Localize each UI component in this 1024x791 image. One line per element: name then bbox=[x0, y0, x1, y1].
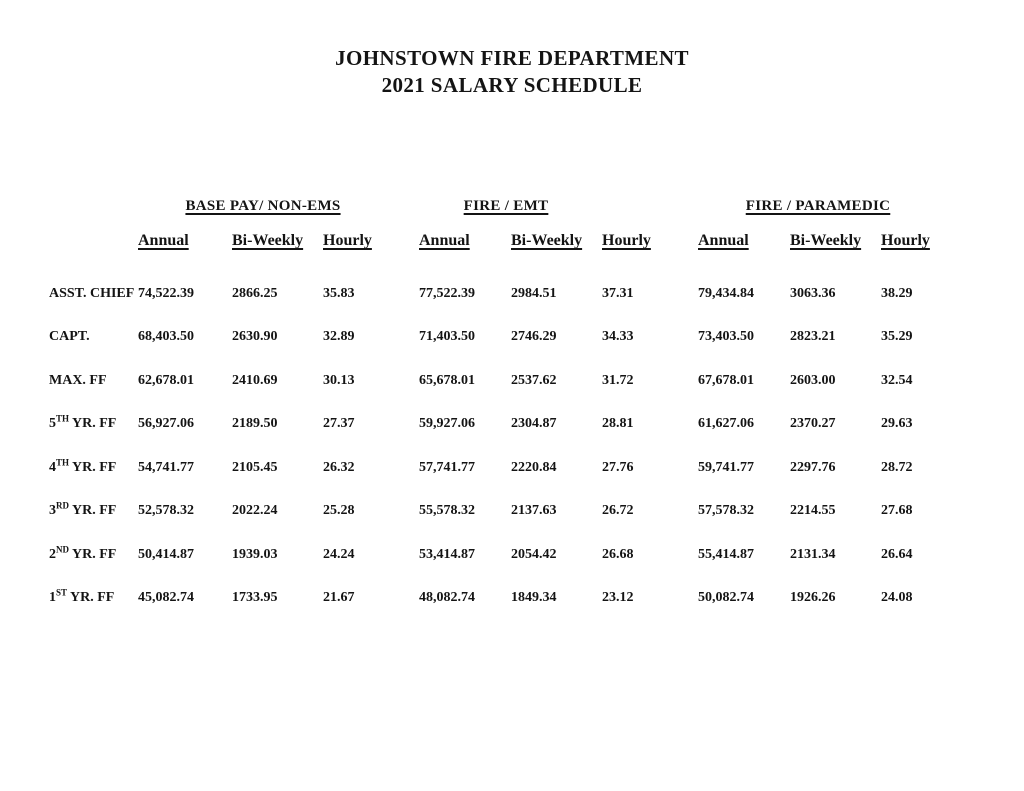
cell-base-annual: 68,403.50 bbox=[138, 329, 194, 344]
cell-emt-annual: 55,578.32 bbox=[419, 503, 475, 518]
rank-label: CAPT. bbox=[49, 329, 90, 344]
cell-base-biweekly: 2410.69 bbox=[232, 373, 278, 388]
cell-paramedic-annual: 67,678.01 bbox=[698, 373, 754, 388]
cell-emt-biweekly: 2537.62 bbox=[511, 373, 557, 388]
column-header-annual: Annual bbox=[138, 232, 189, 249]
cell-paramedic-biweekly: 2603.00 bbox=[790, 373, 836, 388]
cell-paramedic-hourly: 28.72 bbox=[881, 460, 913, 475]
cell-emt-biweekly: 2054.42 bbox=[511, 547, 557, 562]
cell-paramedic-biweekly: 2297.76 bbox=[790, 460, 836, 475]
cell-emt-hourly: 26.72 bbox=[602, 503, 634, 518]
cell-paramedic-biweekly: 3063.36 bbox=[790, 286, 836, 301]
cell-base-hourly: 32.89 bbox=[323, 329, 355, 344]
cell-paramedic-hourly: 29.63 bbox=[881, 416, 913, 431]
cell-base-biweekly: 2630.90 bbox=[232, 329, 278, 344]
rank-label: 4TH YR. FF bbox=[49, 457, 117, 475]
cell-base-hourly: 27.37 bbox=[323, 416, 355, 431]
section-header-fire-paramedic: FIRE / PARAMEDIC bbox=[745, 198, 891, 214]
cell-paramedic-hourly: 27.68 bbox=[881, 503, 913, 518]
cell-paramedic-biweekly: 2823.21 bbox=[790, 329, 836, 344]
cell-paramedic-biweekly: 2214.55 bbox=[790, 503, 836, 518]
cell-paramedic-annual: 61,627.06 bbox=[698, 416, 754, 431]
cell-emt-biweekly: 2220.84 bbox=[511, 460, 557, 475]
cell-paramedic-biweekly: 1926.26 bbox=[790, 590, 836, 605]
section-header-fire-emt: FIRE / EMT bbox=[463, 198, 549, 214]
column-header-hourly: Hourly bbox=[881, 232, 930, 249]
column-header-hourly: Hourly bbox=[602, 232, 651, 249]
column-header-biweekly: Bi-Weekly bbox=[232, 232, 304, 249]
cell-paramedic-hourly: 32.54 bbox=[881, 373, 913, 388]
cell-base-biweekly: 2022.24 bbox=[232, 503, 278, 518]
cell-base-annual: 52,578.32 bbox=[138, 503, 194, 518]
rank-label: 1ST YR. FF bbox=[49, 587, 115, 605]
column-header-annual: Annual bbox=[419, 232, 470, 249]
cell-emt-annual: 71,403.50 bbox=[419, 329, 475, 344]
cell-base-annual: 74,522.39 bbox=[138, 286, 194, 301]
cell-paramedic-hourly: 38.29 bbox=[881, 286, 913, 301]
cell-emt-biweekly: 2304.87 bbox=[511, 416, 557, 431]
cell-emt-annual: 57,741.77 bbox=[419, 460, 475, 475]
cell-paramedic-biweekly: 2370.27 bbox=[790, 416, 836, 431]
cell-base-annual: 54,741.77 bbox=[138, 460, 194, 475]
cell-base-biweekly: 2189.50 bbox=[232, 416, 278, 431]
cell-emt-hourly: 31.72 bbox=[602, 373, 634, 388]
cell-base-biweekly: 1733.95 bbox=[232, 590, 278, 605]
cell-base-hourly: 21.67 bbox=[323, 590, 355, 605]
cell-paramedic-biweekly: 2131.34 bbox=[790, 547, 836, 562]
cell-emt-annual: 53,414.87 bbox=[419, 547, 475, 562]
cell-emt-hourly: 26.68 bbox=[602, 547, 634, 562]
rank-label: 2ND YR. FF bbox=[49, 544, 117, 562]
cell-paramedic-hourly: 24.08 bbox=[881, 590, 913, 605]
cell-paramedic-hourly: 35.29 bbox=[881, 329, 913, 344]
cell-emt-biweekly: 2746.29 bbox=[511, 329, 557, 344]
cell-emt-annual: 77,522.39 bbox=[419, 286, 475, 301]
title-block bbox=[0, 45, 1024, 99]
cell-emt-hourly: 28.81 bbox=[602, 416, 634, 431]
cell-emt-annual: 65,678.01 bbox=[419, 373, 475, 388]
cell-emt-annual: 59,927.06 bbox=[419, 416, 475, 431]
column-header-biweekly: Bi-Weekly bbox=[511, 232, 583, 249]
cell-base-hourly: 35.83 bbox=[323, 286, 355, 301]
cell-base-annual: 50,414.87 bbox=[138, 547, 194, 562]
cell-emt-biweekly: 2984.51 bbox=[511, 286, 557, 301]
cell-base-biweekly: 1939.03 bbox=[232, 547, 278, 562]
column-header-biweekly: Bi-Weekly bbox=[790, 232, 862, 249]
document-subtitle: 2021 SALARY SCHEDULE bbox=[381, 73, 643, 97]
cell-paramedic-annual: 57,578.32 bbox=[698, 503, 754, 518]
rank-label: 5TH YR. FF bbox=[49, 413, 117, 431]
cell-emt-biweekly: 1849.34 bbox=[511, 590, 557, 605]
cell-base-annual: 56,927.06 bbox=[138, 416, 194, 431]
cell-paramedic-annual: 73,403.50 bbox=[698, 329, 754, 344]
cell-base-annual: 62,678.01 bbox=[138, 373, 194, 388]
column-header-hourly: Hourly bbox=[323, 232, 372, 249]
cell-paramedic-annual: 55,414.87 bbox=[698, 547, 754, 562]
cell-base-hourly: 30.13 bbox=[323, 373, 355, 388]
cell-emt-hourly: 37.31 bbox=[602, 286, 634, 301]
cell-base-hourly: 25.28 bbox=[323, 503, 355, 518]
cell-base-annual: 45,082.74 bbox=[138, 590, 194, 605]
cell-emt-hourly: 23.12 bbox=[602, 590, 634, 605]
rank-label: 3RD YR. FF bbox=[49, 500, 117, 518]
cell-paramedic-annual: 79,434.84 bbox=[698, 286, 754, 301]
document-title: JOHNSTOWN FIRE DEPARTMENT bbox=[335, 46, 689, 70]
cell-emt-hourly: 34.33 bbox=[602, 329, 634, 344]
cell-emt-biweekly: 2137.63 bbox=[511, 503, 557, 518]
cell-paramedic-annual: 50,082.74 bbox=[698, 590, 754, 605]
rank-label: ASST. CHIEF bbox=[49, 286, 135, 301]
cell-paramedic-annual: 59,741.77 bbox=[698, 460, 754, 475]
section-header-base-pay: BASE PAY/ NON-EMS bbox=[185, 198, 341, 214]
cell-emt-hourly: 27.76 bbox=[602, 460, 634, 475]
cell-emt-annual: 48,082.74 bbox=[419, 590, 475, 605]
cell-paramedic-hourly: 26.64 bbox=[881, 547, 913, 562]
column-header-annual: Annual bbox=[698, 232, 749, 249]
rank-label: MAX. FF bbox=[49, 373, 107, 388]
cell-base-hourly: 24.24 bbox=[323, 547, 355, 562]
cell-base-hourly: 26.32 bbox=[323, 460, 355, 475]
cell-base-biweekly: 2105.45 bbox=[232, 460, 278, 475]
cell-base-biweekly: 2866.25 bbox=[232, 286, 278, 301]
